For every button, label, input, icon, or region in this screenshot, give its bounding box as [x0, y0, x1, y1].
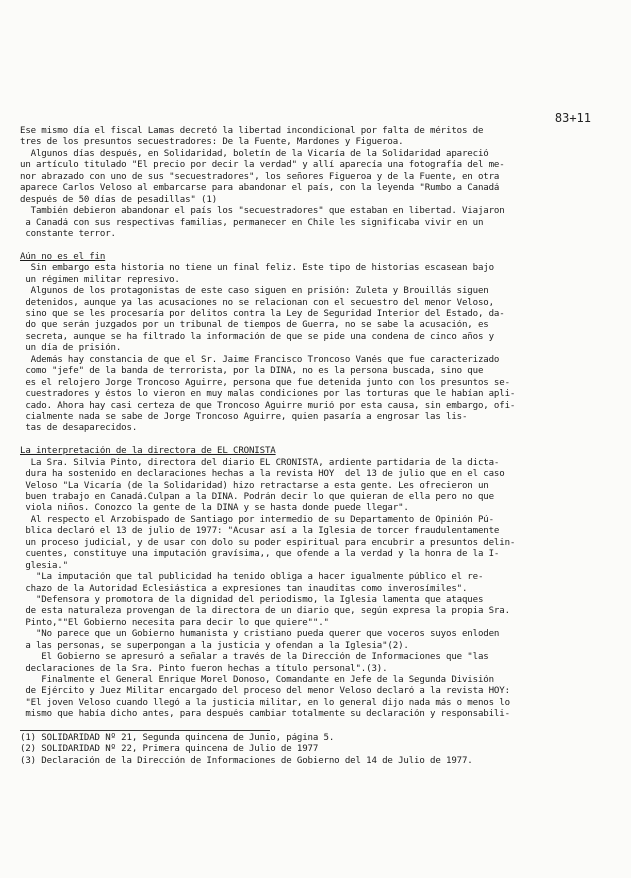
text-line: un régimen militar represivo.: [20, 274, 180, 285]
text-line: cialmente nada se sabe de Jorge Troncoso Aguirre, quien pasaría a engrosar las lis-: [20, 411, 468, 422]
text-line: tas de desaparecidos.: [20, 423, 138, 434]
text-line: Al respecto el Arzobispado de Santiago por intermedio de su Departamento de Opinión Pú-: [20, 514, 494, 525]
text-line: después de 50 días de pesadillas" (1): [20, 194, 218, 205]
text-line: sino que se les procesaría por delitos contra la Ley de Seguridad Interior del Estado, da-: [20, 309, 505, 319]
text-line: "Defensora y promotora de la dignidad del periodismo, la Iglesia lamenta que ataques: [20, 594, 484, 605]
text-line: un proceso judicial, y de usar con dolo su poder espiritual para encubrir a presuntos delin-: [20, 537, 516, 548]
text-line: cuentes, constituye una imputación gravísima,, que ofende a la verdad y la honra de la I-: [20, 549, 500, 560]
text-line: a Canadá con sus respectivas familias, permanecer en Chile les significaba vivir en un: [20, 217, 484, 228]
text-line: constante terror.: [20, 228, 116, 239]
text-line: El Gobierno se apresuró a señalar a través de la Dirección de Informaciones que "las: [20, 652, 489, 663]
text-line: Algunos días después, en Solidaridad, boletín de la Vicaría de la Solidaridad apareció: [20, 148, 489, 159]
text-line: Finalmente el General Enrique Morel Donoso, Comandante en Jefe de la Segunda División: [20, 675, 494, 685]
text-line: detenidos, aunque ya las acusaciones no se relacionan con el secuestro del menor Veloso,: [20, 297, 494, 308]
text-line: de Ejército y Juez Militar encargado del proceso del menor Veloso declaró a la revista HOY:: [20, 686, 510, 697]
text-line: Veloso "La Vicaría (de la Solidaridad) hizo retractarse a esta gente. Les ofrecieron un: [20, 480, 489, 491]
text-line: cuestradores y éstos lo vieron en muy malas condiciones por las torturas que le habían apli-: [20, 389, 516, 400]
text-line: de esta naturaleza provengan de la directora de un diario que, según expresa la propia Sra.: [20, 606, 510, 617]
text-line: Algunos de los protagonistas de este caso siguen en prisión: Zuleta y Brouillás siguen: [20, 286, 489, 297]
text-line: buen trabajo en Canadá.Culpan a la DINA. Podrán decir lo que quieran de ella pero no que: [20, 492, 494, 502]
text-line: "No parece que un Gobierno humanista y cristiano pueda querer que voceros suyos enloden: [20, 629, 500, 640]
spacer: [20, 240, 600, 251]
text-line: secreta, aunque se ha filtrado la información de que se pide una condena de cinco años y: [20, 331, 494, 342]
text-line: La Sra. Silvia Pinto, directora del diario EL CRONISTA, ardiente partidaria de la dicta-: [20, 457, 500, 468]
spacer: [20, 721, 600, 726]
footnote: (3) Declaración de la Dirección de Informaciones de Gobierno del 14 de Julio de 1977.: [20, 755, 473, 766]
text-line: aparece Carlos Veloso al embarcarse para abandonar el país, con la leyenda "Rumbo a Canadá: [20, 183, 500, 194]
text-line: un artículo titulado "El precio por decir la verdad" y allí aparecía una fotografía del me-: [20, 160, 505, 171]
section-heading: La interpretación de la directora de EL CRONISTA: [20, 446, 276, 457]
footnote: (1) SOLIDARIDAD Nº 21, Segunda quincena de Junio, página 5.: [20, 732, 335, 743]
text-line: nor abrazado con uno de sus "secuestradores", los señores Figueroa y de la Fuente, en otra: [20, 171, 500, 182]
spacer: [20, 435, 600, 446]
text-line: También debieron abandonar el país los "secuestradores" que estaban en libertad. Viajaron: [20, 206, 505, 217]
text-line: Sin embargo esta historia no tiene un final feliz. Este tipo de historias escasean bajo: [20, 263, 494, 274]
text-line: viola niños. Conozco la gente de la DINA y se hasta donde puede llegar".: [20, 503, 409, 514]
text-line: glesia.": [20, 560, 68, 571]
text-line: Ese mismo día el fiscal Lamas decretó la libertad incondicional por falta de méritos de: [20, 126, 484, 136]
text-line: es el relojero Jorge Troncoso Aguirre, persona que fue detenida junto con los presuntos se-: [20, 377, 510, 388]
text-line: "La imputación que tal publicidad ha tenido obliga a hacer igualmente público el re-: [20, 572, 484, 583]
text-line: tres de los presuntos secuestradores: De la Fuente, Mardones y Figueroa.: [20, 137, 404, 148]
text-line: dura ha sostenido en declaraciones hechas a la revista HOY del 13 de julio que en el caso: [20, 469, 505, 480]
page-number: 83+11: [554, 111, 591, 125]
text-line: cado. Ahora hay casi certeza de que Troncoso Aguirre murió por esta causa, sin embargo, ofi-: [20, 400, 516, 411]
text-line: como "jefe" de la banda de terrorista, por la DINA, no es la persona buscada, sino que: [20, 366, 484, 377]
text-line: do que serán juzgados por un tribunal de tiempos de Guerra, no se sabe la acusación, es: [20, 320, 489, 331]
footnote: (2) SOLIDARIDAD Nº 22, Primera quincena de Julio de 1977: [20, 744, 319, 755]
text-line: chazo de la Autoridad Eclesiástica a expresiones tan inauditas como inverosímiles".: [20, 583, 468, 594]
document-body: [20, 126, 600, 767]
text-line: un día de prisión.: [20, 343, 122, 354]
text-line: "El joven Veloso cuando llegó a la justicia militar, en lo general dijo nada más o menos lo: [20, 697, 510, 708]
text-line: Pinto,""El Gobierno necesita para decir lo que quiere"".": [20, 617, 329, 628]
text-line: mismo que había dicho antes, para después cambiar totalmente su declaración y responsabili-: [20, 709, 510, 720]
footnote-divider: [20, 730, 270, 731]
text-line: blica declaró el 13 de julio de 1977: "Acusar así a la Iglesia de torcer fraudulentamente: [20, 526, 500, 537]
text-line: a las personas, se superpongan a la justicia y ofendan a la Iglesia"(2).: [20, 640, 409, 651]
section-heading: Aún no es el fin: [20, 251, 106, 262]
text-line: Además hay constancia de que el Sr. Jaime Francisco Troncoso Vanés que fue caracterizado: [20, 354, 500, 365]
text-line: declaraciones de la Sra. Pinto fueron hechas a título personal".(3).: [20, 663, 388, 674]
